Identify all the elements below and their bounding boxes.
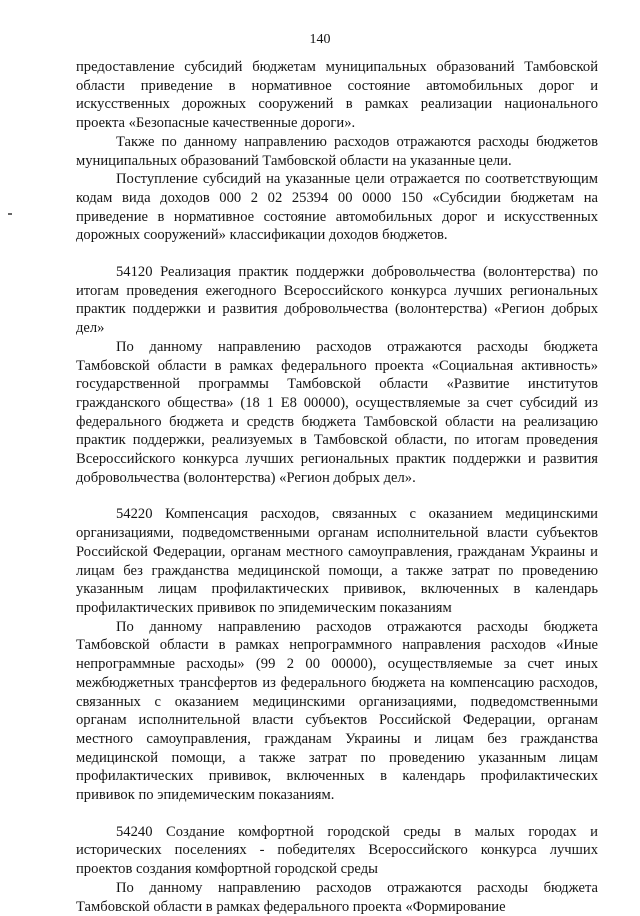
- document-body: [76, 58, 598, 916]
- paragraph-municipal-expenses: Также по данному направлению расходов отражаются расходы бюджетов муниципальных образований Тамбовской области на указанные цели.: [76, 133, 598, 169]
- heading-54220-medical-compensation: 54220 Компенсация расходов, связанных с оказанием медицинскими организациями, подведомственными органам исполнительной власти субъектов Российской Федерации, органам местного самоуправления, гражданам Украины и лицам без гражданства медицинской помощи, а также затрат по проведению указанным лицам профилактических прививок, включенных в календарь профилактических прививок по эпидемическим показаниям: [76, 506, 598, 616]
- scan-artifact-mark: [8, 213, 12, 215]
- heading-54120-volunteering: 54120 Реализация практик поддержки добровольчества (волонтерства) по итогам проведения ежегодного Всероссийского конкурса лучших региональных практик поддержки и развития добровольчества (волонтерства) «Регион добрых дел»: [76, 264, 598, 337]
- paragraph-54120-description: По данному направлению расходов отражаются расходы бюджета Тамбовской области в рамках федерального проекта «Социальная активность» государственной программы Тамбовской области «Развитие институтов гражданского общества» (18 1 Е8 00000), осуществляемые за счет субсидий из федерального бюджета и средств бюджета Тамбовской области на реализацию практик поддержки, реализуемых в Тамбовской области, по итогам проведения Всероссийского конкурса лучших региональных практик поддержки и развития добровольчества (волонтерства) «Регион добрых дел».: [76, 338, 598, 486]
- heading-54240-urban-environment: 54240 Создание комфортной городской среды в малых городах и исторических поселениях - победителях Всероссийского конкурса лучших проектов создания комфортной городской среды: [76, 823, 598, 878]
- paragraph-income-codes: Поступление субсидий на указанные цели отражается по соответствующим кодам вида доходов 000 2 02 25394 00 0000 150 «Субсидии бюджетам на приведение в нормативное состояние автомобильных дорог и искусственных дорожных сооружений» классификации доходов бюджетов.: [76, 171, 598, 244]
- paragraph-54220-description: По данному направлению расходов отражаются расходы бюджета Тамбовской области в рамках непрограммного направления расходов «Иные непрограммные расходы» (99 2 00 00000), осуществляемые за счет иных межбюджетных трансфертов из федерального бюджета на компенсацию расходов, связанных с оказанием медицинскими организациями, подведомственными органам исполнительной власти субъектов Российской Федерации, органам местного самоуправления, гражданам Украины и лицам без гражданства медицинской помощи, а также затрат по проведению указанным лицам профилактических прививок, включенных в календарь профилактических прививок по эпидемическим показаниям.: [76, 618, 598, 804]
- paragraph-54240-description: По данному направлению расходов отражаются расходы бюджета Тамбовской области в рамках федерального проекта «Формирование: [76, 879, 598, 915]
- paragraph-subsidy-roads-continuation: предоставление субсидий бюджетам муниципальных образований Тамбовской области приведение в нормативное состояние автомобильных дорог и искусственных дорожных сооружений в рамках реализации национального проекта «Безопасные качественные дороги».: [76, 59, 598, 132]
- page-number: 140: [309, 32, 331, 47]
